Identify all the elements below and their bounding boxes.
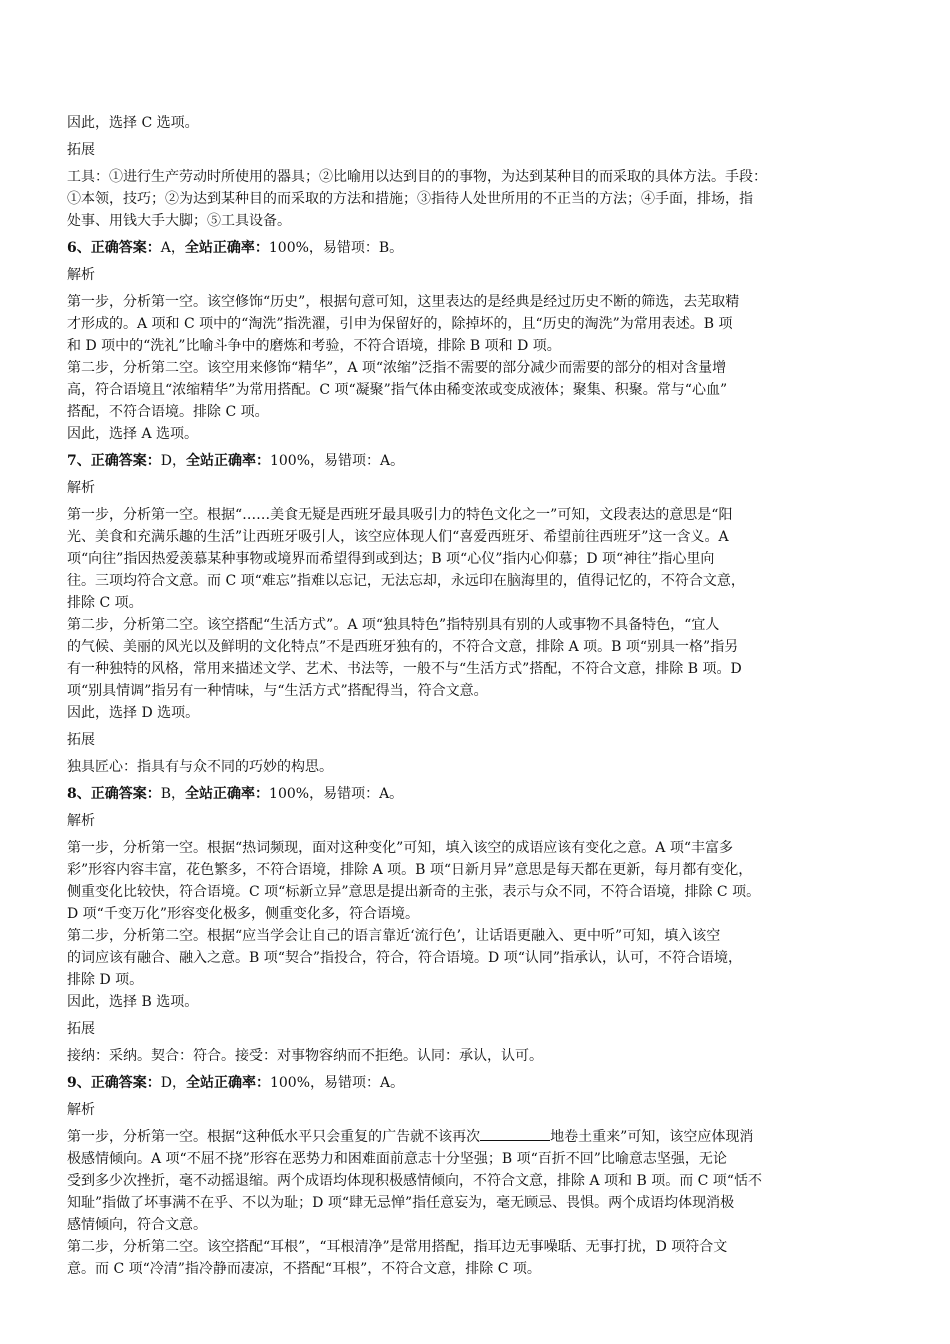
answer-label: 7、正确答案： [67,453,161,469]
extend-line: 处事、用钱大手大脚；⑤工具设备。 [67,213,291,229]
analysis-line: 侧重变化比较快，符合语境。C 项“标新立异”意思是提出新奇的主张，表示与众不同，不符合语境，排除 C 项。 [67,884,761,900]
analysis-line: 搭配，不符合语境。排除 C 项。 [67,404,269,420]
analysis-line: 因此，选择 D 选项。 [67,705,200,721]
analysis-line: 感情倾向，符合文意。 [67,1217,207,1233]
analysis-line: 排除 D 项。 [67,972,144,988]
analysis-line: 第一步，分析第一空。根据“热词频现，面对这种变化”可知，填入该空的成语应该有变化之意。A 项“丰富多 [67,840,734,856]
answer-label: 8、正确答案： [67,786,161,802]
rate-label: 全站正确率： [184,240,269,256]
answer-value: B， [160,786,186,802]
extend-text: 接纳：采纳。契合：符合。接受：对事物容纳而不拒绝。认同：承认，认可。 [67,1048,543,1064]
rate-value: 100%，易错项：A。 [269,1075,405,1091]
rate-label: 全站正确率： [185,453,270,469]
rate-value: 100%，易错项：A。 [269,786,404,802]
analysis-line: 光、美食和充满乐趣的生活”让西班牙吸引人，该空应体现人们“喜爱西班牙、希望前往西班牙”这一含义。A [67,529,729,545]
rate-label: 全站正确率： [185,1075,270,1091]
extend-label: 拓展 [67,1021,95,1037]
analysis-line: 和 D 项中的“洗礼”比喻斗争中的磨炼和考验，不符合语境，排除 B 项和 D 项。 [67,338,561,354]
rate-value: 100%，易错项：B。 [268,240,404,256]
analysis-line: 第一步，分析第一空。根据“……美食无疑是西班牙最具吸引力的特色文化之一”可知，文段表达的意思是“阳 [67,507,733,523]
analysis-label: 解析 [67,813,95,829]
analysis-line: 受到多少次挫折，毫不动摇退缩。两个成语均体现积极感情倾向，不符合文意，排除 A 项和 B 项。而 C 项“恬不 [67,1173,762,1189]
analysis-label: 解析 [67,267,95,283]
analysis-line: 第二步，分析第二空。该空搭配“生活方式”。A 项“独具特色”指特别具有别的人或事物不具备特色，“宜人 [67,617,720,633]
analysis-line: 第二步，分析第二空。该空用来修饰“精华”，A 项“浓缩”泛指不需要的部分减少而需要的部分的相对含量增 [67,360,727,376]
extend-line: 工具：①进行生产劳动时所使用的器具；②比喻用以达到目的的事物，为达到某种目的而采取的具体方法。手段： [67,169,767,185]
analysis-label: 解析 [67,1102,95,1118]
extend-line: ①本领，技巧；②为达到某种目的而采取的方法和措施；③指待人处世所用的不正当的方法；④手面，排场，指 [67,191,753,207]
analysis-line: 第二步，分析第二空。根据“应当学会让自己的语言靠近‘流行色’，让话语更融入、更中听”可知，填入该空 [67,928,721,944]
analysis-line: 项“向往”指因热爱羡慕某种事物或境界而希望得到或到达；B 项“心仪”指内心仰慕；D 项“神往”指心里向 [67,551,715,567]
analysis-line-part: 地卷土重来”可知，该空应体现消 [550,1129,754,1145]
extend-label: 拓展 [67,142,95,158]
analysis-line: 第一步，分析第一空。该空修饰“历史”，根据句意可知，这里表达的是经典是经过历史不断的筛选，去芜取精 [67,294,740,310]
question-8-heading [67,783,885,805]
answer-value: A， [160,240,185,256]
analysis-line: 因此，选择 A 选项。 [67,426,199,442]
answer-value: D， [160,1075,186,1091]
analysis-line: 的词应该有融合、融入之意。B 项“契合”指投合，符合，符合语境。D 项“认同”指承认，认可，不符合语境， [67,950,743,966]
analysis-line: 排除 C 项。 [67,595,143,611]
document-page [67,112,885,1280]
analysis-line: 第二步，分析第二空。该空搭配“耳根”，“耳根清净”是常用搭配，指耳边无事噪聒、无事打扰，D 项符合文 [67,1239,728,1255]
analysis-line: 极感情倾向。A 项“不屈不挠”形容在恶势力和困难面前意志十分坚强；B 项“百折不回”比喻意志坚强，无论 [67,1151,727,1167]
analysis-line: 彩”形容内容丰富，花色繁多，不符合语境，排除 A 项。B 项“日新月异”意思是每天都在更新，每月都有变化， [67,862,753,878]
question-9-heading [67,1072,885,1094]
analysis-line-part: 第一步，分析第一空。根据“这种低水平只会重复的广告就不该再次 [67,1129,481,1145]
analysis-line: 的气候、美丽的风光以及鲜明的文化特点”不是西班牙独有的，不符合文意，排除 A 项。B 项“别具一格”指另 [67,639,739,655]
analysis-label: 解析 [67,480,95,496]
analysis-line [67,1126,885,1148]
analysis-line: 知耻”指做了坏事满不在乎、不以为耻；D 项“肆无忌惮”指任意妄为，毫无顾忌、畏惧。两个成语均体现消极 [67,1195,735,1211]
extend-label: 拓展 [67,732,95,748]
analysis-line: D 项“千变万化”形容变化极多，侧重变化多，符合语境。 [67,906,419,922]
analysis-line: 项“别具情调”指另有一种情味，与“生活方式”搭配得当，符合文意。 [67,683,488,699]
answer-label: 9、正确答案： [67,1075,161,1091]
analysis-line: 高，符合语境且“浓缩精华”为常用搭配。C 项“凝聚”指气体由稀变浓或变成液体；聚集、积聚。常与“心血” [67,382,728,398]
rate-value: 100%，易错项：A。 [269,453,405,469]
extend-text: 独具匠心：指具有与众不同的巧妙的构思。 [67,759,333,775]
analysis-line: 意。而 C 项“冷清”指冷静而凄凉，不搭配“耳根”，不符合文意，排除 C 项。 [67,1261,541,1277]
analysis-line: 因此，选择 B 选项。 [67,994,199,1010]
fill-blank [480,1126,550,1141]
analysis-line: 才形成的。A 项和 C 项中的“淘洗”指洗濯，引申为保留好的，除掉坏的，且“历史的淘洗”为常用表述。B 项 [67,316,733,332]
conclusion-text: 因此，选择 C 选项。 [67,115,199,131]
analysis-line: 有一种独特的风格，常用来描述文学、艺术、书法等，一般不与“生活方式”搭配，不符合文意，排除 B 项。D [67,661,742,677]
analysis-line: 往。三项均符合文意。而 C 项“难忘”指难以忘记，无法忘却，永远印在脑海里的，值得记忆的，不符合文意， [67,573,745,589]
answer-value: D， [160,453,186,469]
rate-label: 全站正确率： [185,786,270,802]
question-6-heading [67,237,885,259]
question-7-heading [67,450,885,472]
answer-label: 6、正确答案： [67,240,161,256]
